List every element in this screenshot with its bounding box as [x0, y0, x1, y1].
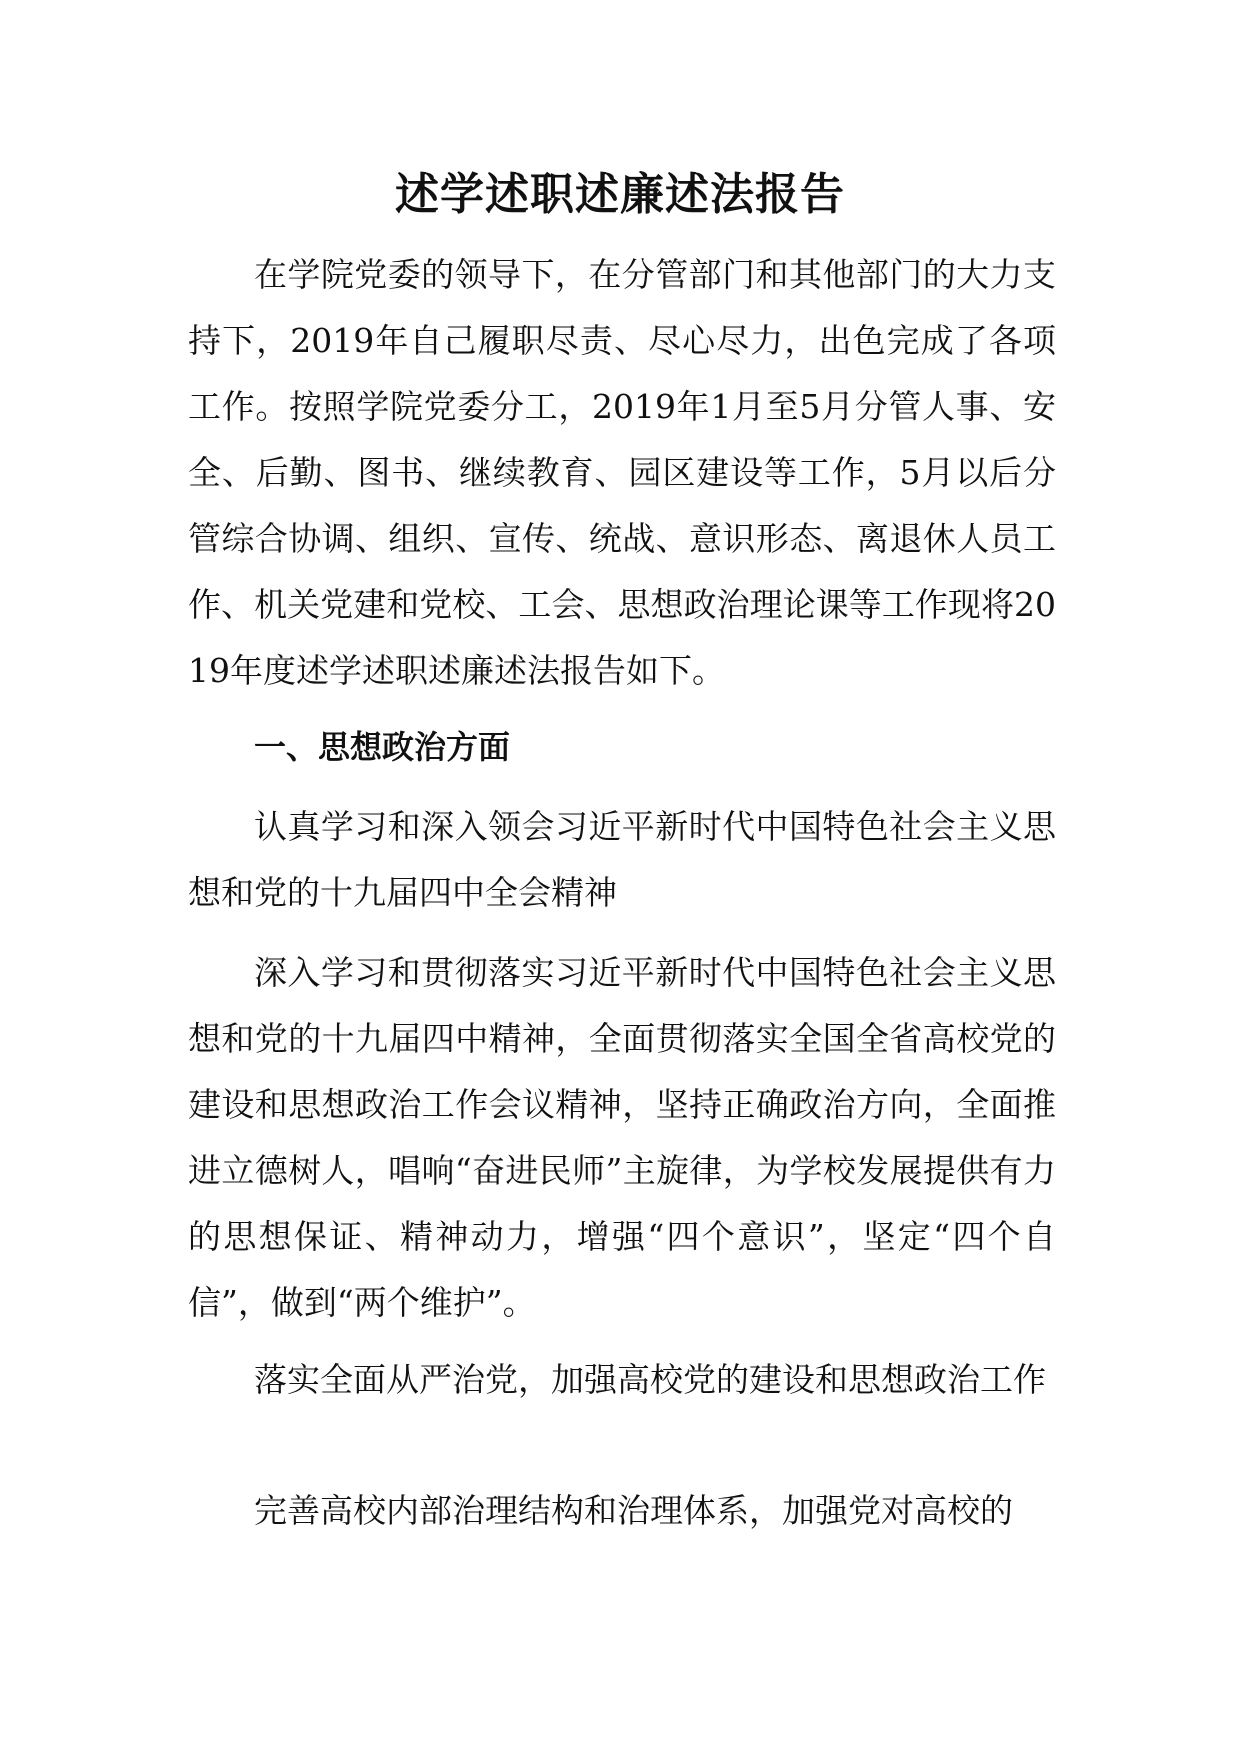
- section1-paragraph-3: 落实全面从严治党，加强高校党的建设和思想政治工作: [254, 1360, 1046, 1399]
- section-heading-ideology: 一、思想政治方面: [254, 728, 511, 766]
- section1-paragraph-1: 认真学习和深入领会习近平新时代中国特色社会主义思想和党的十九届四中全会精神: [188, 807, 1056, 912]
- section1-paragraph-4: 完善高校内部治理结构和治理体系，加强党对高校的: [254, 1491, 1013, 1530]
- section1-paragraph-2: 深入学习和贯彻落实习近平新时代中国特色社会主义思想和党的十九届四中精神，全面贯彻落实全国全省高校党的建设和思想政治工作会议精神，坚持正确政治方向，全面推进立德树人，唱响“奋进民师”主旋律，为学校发展提供有力的思想保证、精神动力，增强“四个意识”，坚定“四个自信”，做到“两个维护”。: [188, 953, 1056, 1322]
- document-title: 述学述职述廉述法报告: [395, 169, 845, 220]
- intro-paragraph: 在学院党委的领导下，在分管部门和其他部门的大力支持下，2019年自己履职尽责、尽心尽力，出色完成了各项工作。按照学院党委分工，2019年1月至5月分管人事、安全、后勤、图书、继续教育、园区建设等工作，5月以后分管综合协调、组织、宣传、统战、意识形态、离退休人员工作、机关党建和党校、工会、思想政治理论课等工作现将2019年度述学述职述廉述法报告如下。: [188, 255, 1056, 690]
